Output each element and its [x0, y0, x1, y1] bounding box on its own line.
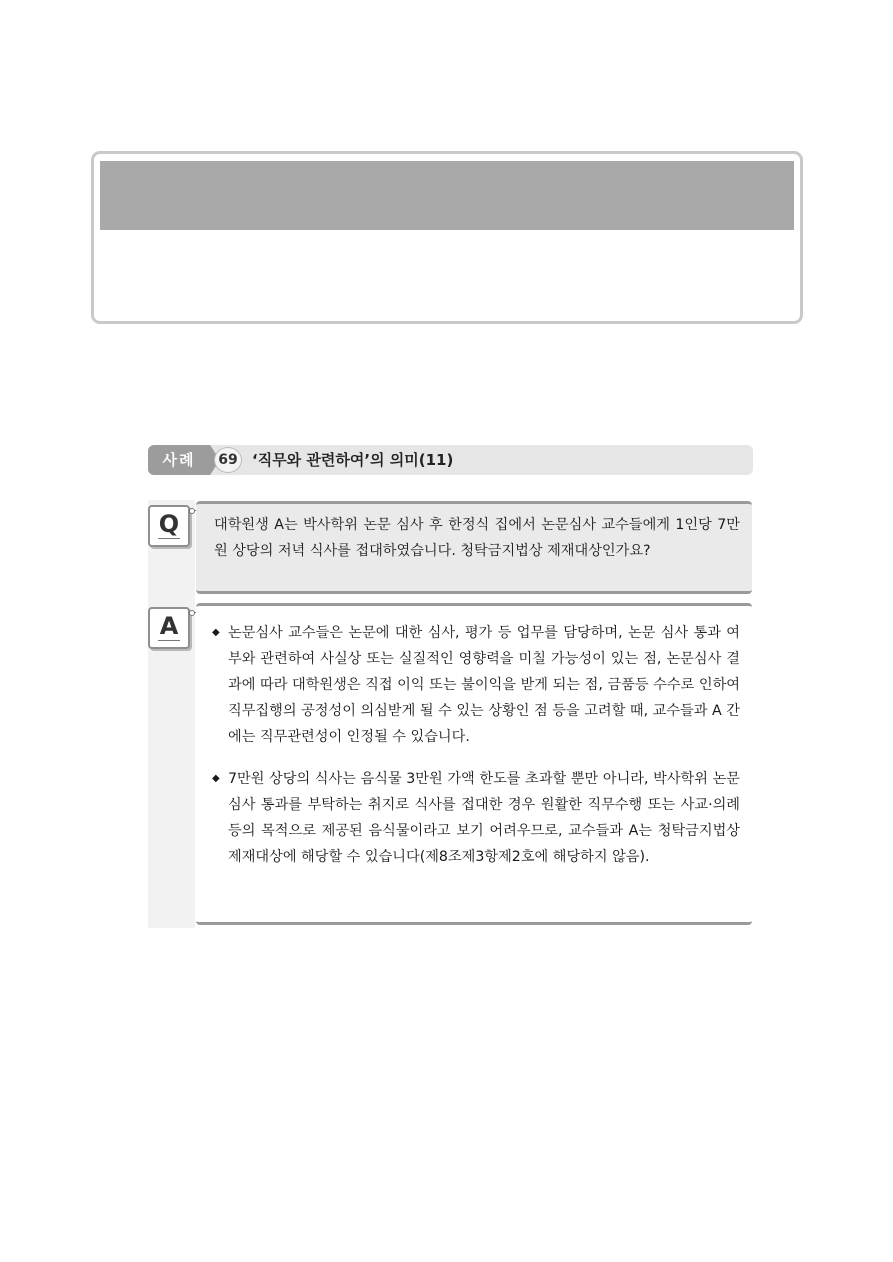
case-number: 69	[214, 447, 242, 473]
qa-left-shade	[148, 500, 195, 928]
case-title-bar	[148, 445, 753, 475]
bullet-icon: ◆	[212, 627, 220, 638]
answer-badge-icon: A	[148, 607, 190, 649]
top-frame-box	[91, 151, 803, 324]
bullet-icon: ◆	[212, 773, 220, 784]
top-frame-band	[100, 161, 794, 230]
answer-item	[210, 766, 740, 870]
answer-box	[196, 603, 752, 925]
question-box	[196, 501, 752, 594]
question-badge-icon: Q	[148, 505, 190, 547]
question-text: 대학원생 A는 박사학위 논문 심사 후 한정식 집에서 논문심사 교수들에게 1인당 7만원 상당의 저녁 식사를 접대하였습니다. 청탁금지법상 제재대상인가요?	[214, 517, 740, 559]
answer-item-text: 7만원 상당의 식사는 음식물 3만원 가액 한도를 초과할 뿐만 아니라, 박사학위 논문 심사 통과를 부탁하는 취지로 식사를 접대한 경우 원활한 직무수행 또는 사교·의례 등의 목적으로 제공된 음식물이라고 보기 어려우므로, 교수들과 A는 청탁금지법상 제재대상에 해당할 수 있습니다(제8조제3항제2호에 해당하지 않음).	[228, 771, 740, 865]
answer-item	[210, 620, 740, 750]
case-title: ‘직무와 관련하여’의 의미(11)	[252, 451, 454, 469]
answer-item-text: 논문심사 교수들은 논문에 대한 심사, 평가 등 업무를 담당하며, 논문 심사 통과 여부와 관련하여 사실상 또는 실질적인 영향력을 미칠 가능성이 있는 점, 논문심사 결과에 따라 대학원생은 직접 이익 또는 불이익을 받게 되는 점, 금품등 수수로 인하여 직무집행의 공정성이 의심받게 될 수 있는 상황인 점 등을 고려할 때, 교수들과 A 간에는 직무관련성이 인정될 수 있습니다.	[228, 625, 740, 745]
case-tag: 사례	[148, 445, 210, 475]
